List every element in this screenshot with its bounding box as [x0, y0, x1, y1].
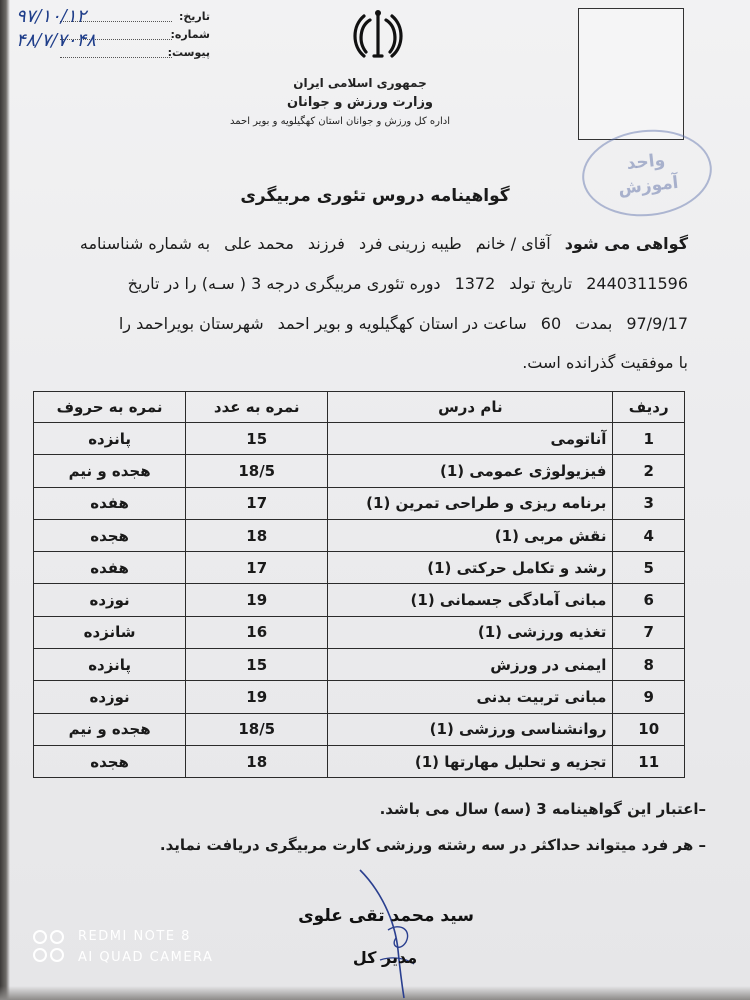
grade-number: 18: [186, 519, 328, 551]
table-row: [34, 519, 685, 551]
header-course-name: نام درس: [328, 392, 613, 423]
certificate-title: گواهینامه دروس تئوری مربیگری: [240, 186, 510, 206]
table-header-row: [34, 392, 685, 423]
row-number: 9: [613, 681, 685, 713]
camera-watermark: [34, 926, 213, 968]
grade-words: نوزده: [34, 681, 186, 713]
birth-year: 1372: [454, 274, 496, 293]
course-name: روانشناسی ورزشی (1): [328, 713, 613, 745]
faded-stamp: واحد آموزش: [578, 123, 716, 222]
table-row: [34, 681, 685, 713]
table-row: [34, 649, 685, 681]
camera-lens-icon: [32, 928, 66, 964]
signer-title: مدیر کل: [352, 948, 418, 967]
table-row: [34, 713, 685, 745]
row-number: 3: [613, 487, 685, 519]
grade-number: 19: [186, 584, 328, 616]
body-line-2: 2440311596تاریخ تولد1372دوره تئوری مربیگری درجه 3 ( سـه) را در تاریخ: [127, 274, 688, 293]
header-grade-number: نمره به عدد: [186, 392, 328, 423]
course-name: مبانی تربیت بدنی: [328, 681, 613, 713]
table-row: [34, 584, 685, 616]
course-date: 97/9/17: [626, 314, 688, 333]
course-name: مبانی آمادگی جسمانی (1): [328, 584, 613, 616]
grade-number: 17: [186, 487, 328, 519]
signer-name: سید محمد تقی علوی: [298, 906, 474, 926]
grade-words: هجده و نیم: [34, 713, 186, 745]
grade-number: 15: [186, 423, 328, 455]
row-number: 8: [613, 649, 685, 681]
course-name: تغذیه ورزشی (1): [328, 616, 613, 648]
grade-words: هجده و نیم: [34, 455, 186, 487]
course-name: ایمنی در ورزش: [328, 649, 613, 681]
grade-words: هجده: [34, 519, 186, 551]
course-hours: 60: [540, 314, 562, 333]
body-line-3: 97/9/17بمدت60ساعت در استان کهگیلویه و بویر احمدشهرستان بویراحمد را: [118, 314, 688, 333]
handwritten-signature: [340, 860, 460, 1000]
header-grade-words: نمره به حروف: [34, 392, 186, 423]
course-name: فیزیولوژی عمومی (1): [328, 455, 613, 487]
date-label: تاریخ:: [178, 10, 210, 23]
row-number: 2: [613, 455, 685, 487]
watermark-line-1: REDMI NOTE 8: [78, 929, 191, 944]
row-number: 6: [613, 584, 685, 616]
grade-words: پانزده: [34, 649, 186, 681]
grade-words: هفده: [34, 487, 186, 519]
father-name: محمد علی: [224, 234, 294, 253]
photo-background-edge: [0, 0, 10, 1000]
office-name: اداره کل ورزش و جوانان استان کهگیلویه و بویر احمد: [229, 116, 450, 127]
grade-words: پانزده: [34, 423, 186, 455]
handwritten-number: ۴۸/۷/۷۰۴۸: [16, 30, 96, 51]
course-name: نقش مربی (1): [328, 519, 613, 551]
body-line-4: با موفقیت گذرانده است.: [522, 353, 688, 372]
grade-number: 18/5: [186, 455, 328, 487]
iran-emblem-icon: [348, 8, 408, 64]
course-name: تجزیه و تحلیل مهارتها (1): [328, 745, 613, 777]
course-name: برنامه ریزی و طراحی تمرین (1): [328, 487, 613, 519]
country-name: جمهوری اسلامی ایران: [293, 76, 427, 90]
grades-table: [33, 391, 685, 778]
header-row-number: ردیف: [613, 392, 685, 423]
number-label: شماره:: [170, 28, 210, 41]
attachment-label: پیوست:: [167, 46, 210, 59]
table-row: [34, 423, 685, 455]
row-number: 5: [613, 552, 685, 584]
grade-words: هجده: [34, 745, 186, 777]
table-row: [34, 616, 685, 648]
grade-number: 15: [186, 649, 328, 681]
table-row: [34, 552, 685, 584]
holder-name: طیبه زرینی فرد: [358, 234, 462, 253]
grade-words: شانزده: [34, 616, 186, 648]
grade-words: هفده: [34, 552, 186, 584]
body-line-1: گواهی می شودآقای / خانمطیبه زرینی فردفرزندمحمد علیبه شماره شناسنامه: [79, 234, 688, 253]
row-number: 1: [613, 423, 685, 455]
grade-number: 18: [186, 745, 328, 777]
grade-number: 18/5: [186, 713, 328, 745]
grade-words: نوزده: [34, 584, 186, 616]
table-row: [34, 455, 685, 487]
national-id: 2440311596: [586, 274, 688, 293]
issuer-header: [180, 76, 500, 127]
photo-placeholder-box: [578, 8, 684, 140]
row-number: 10: [613, 713, 685, 745]
grade-number: 17: [186, 552, 328, 584]
course-name: رشد و تکامل حرکتی (1): [328, 552, 613, 584]
grade-number: 16: [186, 616, 328, 648]
table-row: [34, 487, 685, 519]
limit-note: – هر فرد میتواند حداکثر در سه رشته ورزشی کارت مربیگری دریافت نماید.: [159, 836, 706, 854]
row-number: 7: [613, 616, 685, 648]
course-name: آناتومی: [328, 423, 613, 455]
row-number: 4: [613, 519, 685, 551]
validity-note: –اعتبار این گواهینامه 3 (سه) سال می باشد.: [379, 800, 706, 818]
table-row: [34, 745, 685, 777]
handwritten-date: ۹۷/۱۰/۱۲: [16, 6, 87, 27]
ministry-name: وزارت ورزش و جوانان: [286, 95, 434, 110]
row-number: 11: [613, 745, 685, 777]
watermark-line-2: AI QUAD CAMERA: [78, 950, 214, 965]
grade-number: 19: [186, 681, 328, 713]
